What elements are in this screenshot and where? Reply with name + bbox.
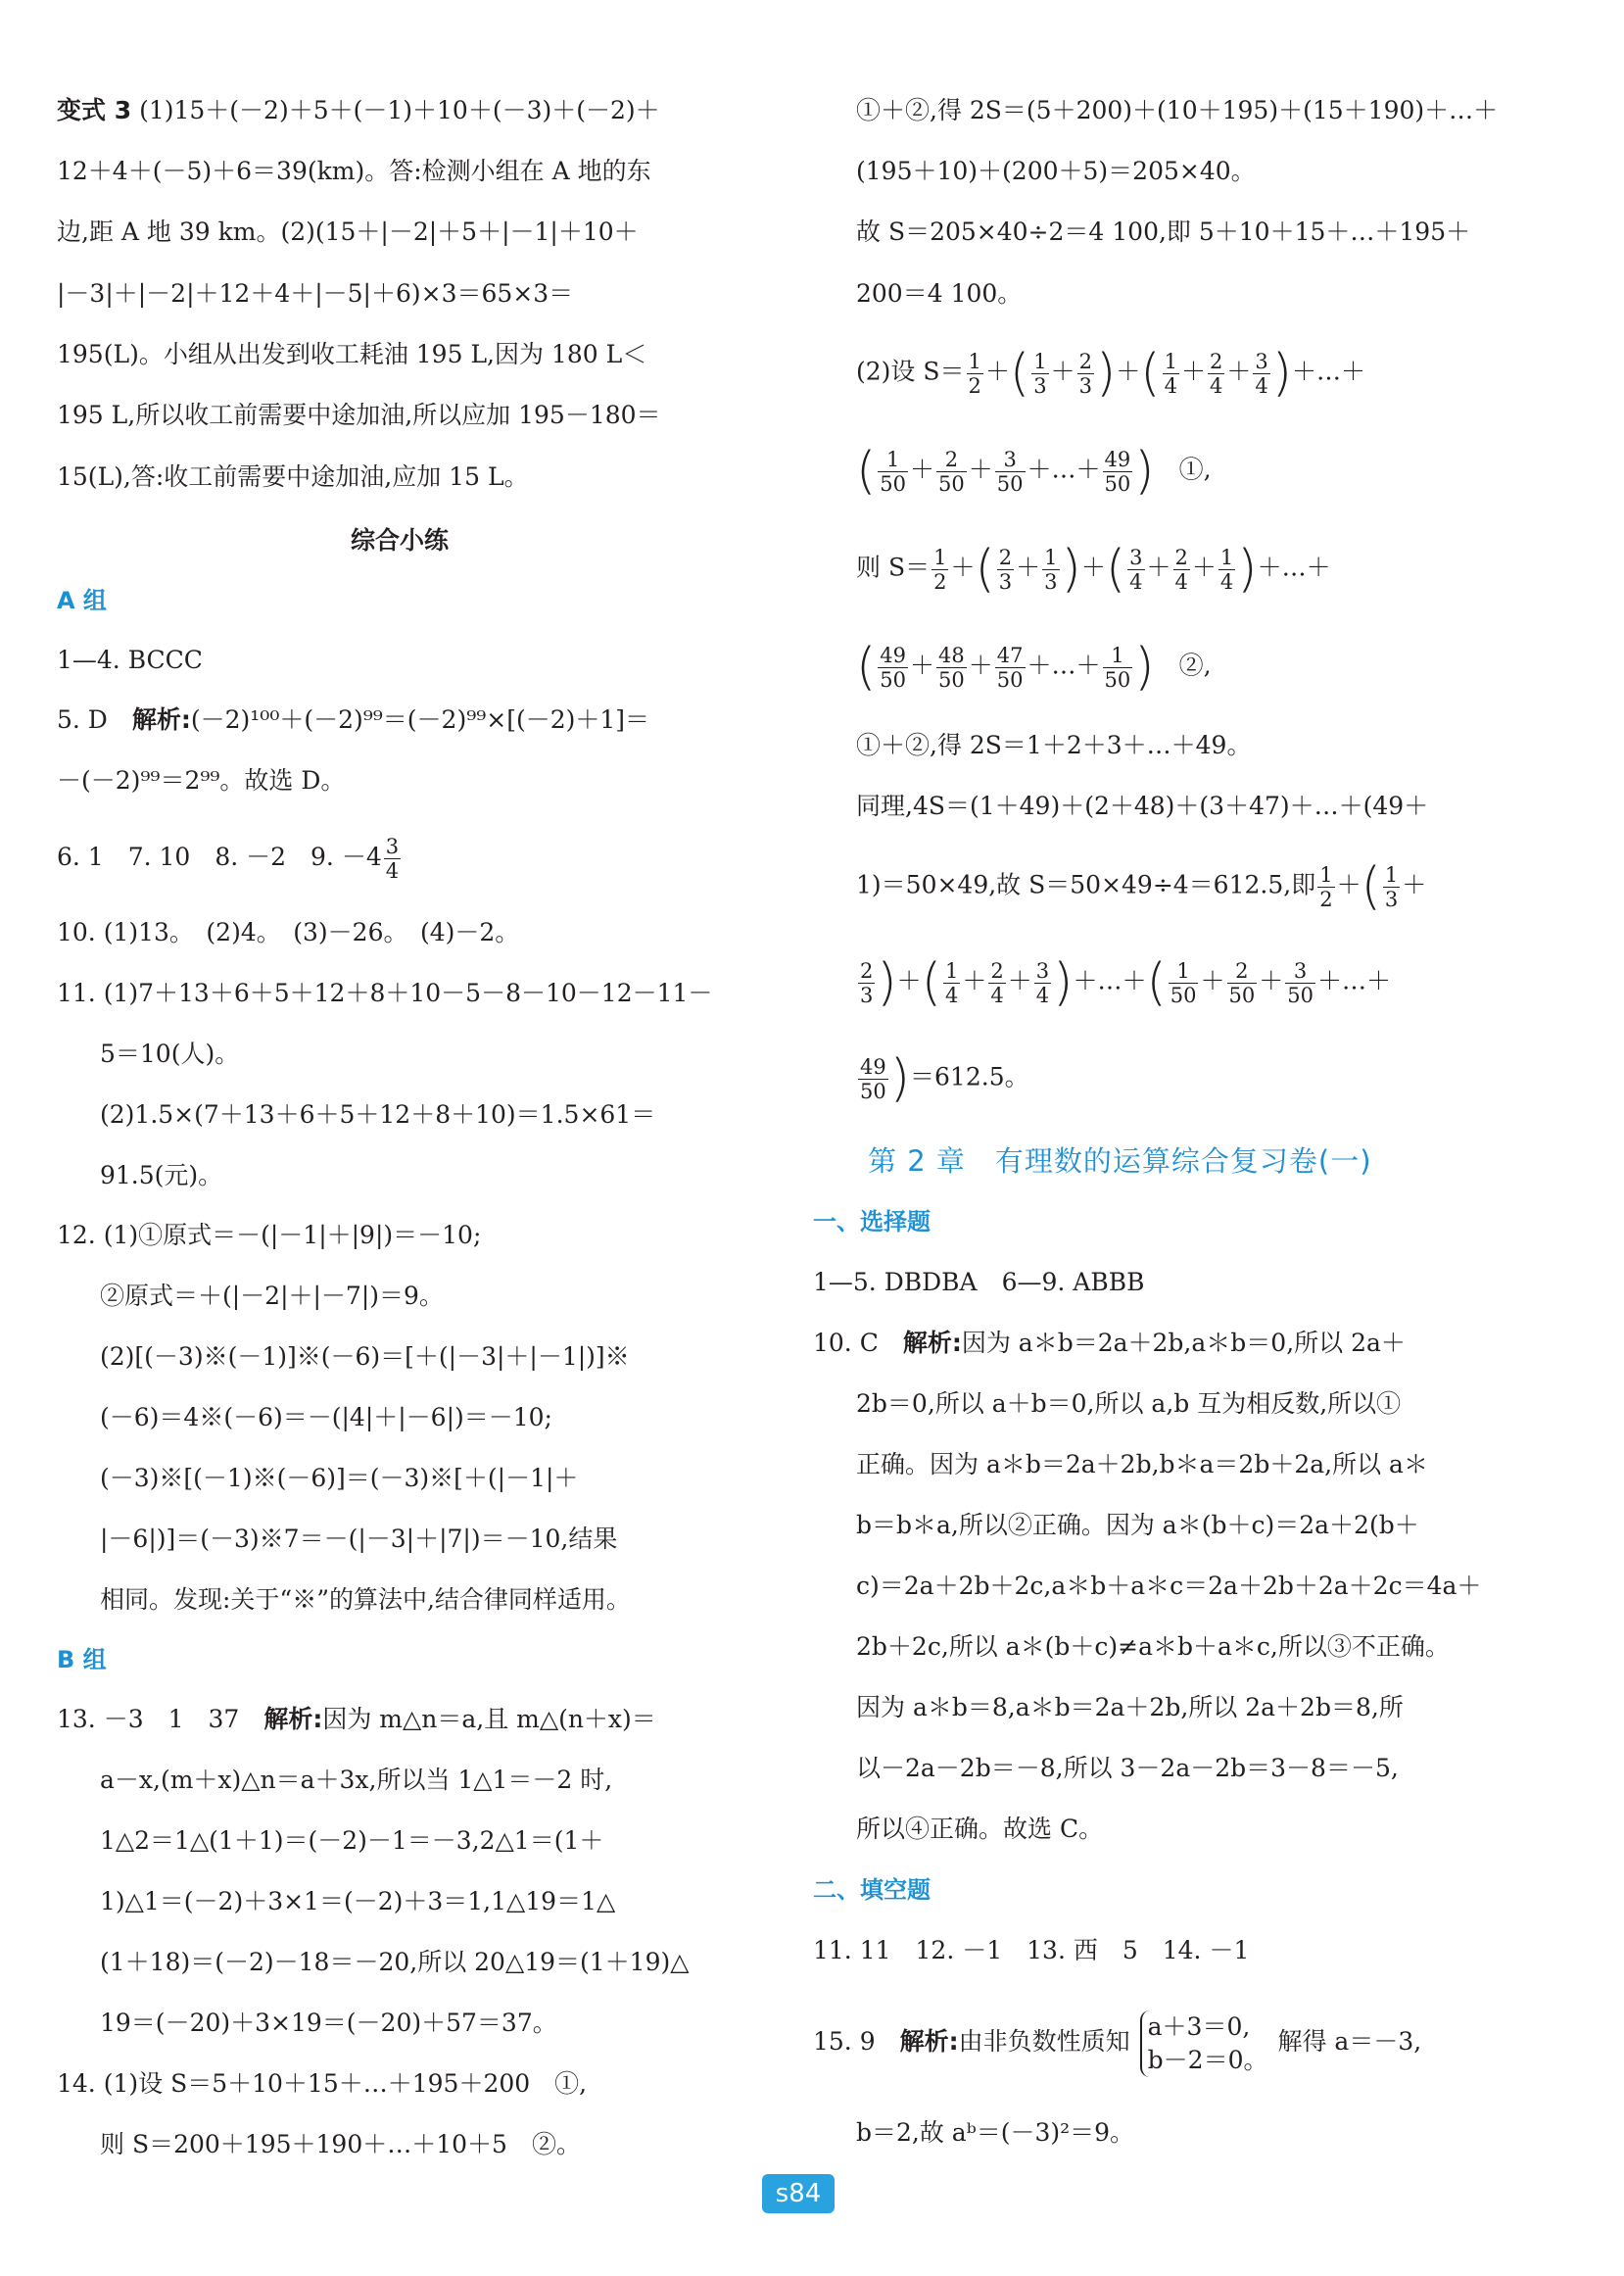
variant3-line4: |－3|＋|－2|＋12＋4＋|－5|＋6)×3＝65×3＝ xyxy=(57,279,574,308)
answer-13-line4: 1)△1＝(－2)＋3×1＝(－2)＋3＝1,1△19＝1△ xyxy=(100,1887,616,1915)
right-sum-line2: ( $\frac{1}{50}$ ＋ $\frac{2}{50}$ ＋ $\frac{3}{50}$ ＋…＋ $\frac{49}{50}$ ) ①, xyxy=(856,442,1212,501)
right-line10: 同理,4S＝(1＋49)＋(2＋48)＋(3＋47)＋…＋(49＋ xyxy=(856,792,1429,820)
answer-11-line1: 11. (1)7＋13＋6＋5＋12＋8＋10－5－8－10－12－11－ xyxy=(57,979,713,1007)
answer-c15-line2: b＝2,故 aᵇ＝(－3)²＝9。 xyxy=(856,2118,1135,2147)
answer-14-line2: 则 S＝200＋195＋190＋…＋10＋5 ②。 xyxy=(100,2130,581,2158)
answer-11-line2: 5＝10(人)。 xyxy=(100,1040,240,1068)
answer-12-line2: ②原式＝＋(|－2|＋|－7|)＝9。 xyxy=(100,1282,444,1310)
answer-c10-line9: 所以④正确。故选 C。 xyxy=(856,1815,1104,1843)
page-number-badge: s84 xyxy=(762,2174,835,2213)
right-line9: ①＋②,得 2S＝1＋2＋3＋…＋49。 xyxy=(856,731,1252,759)
answer-5: 5. D 解析:(－2)¹⁰⁰＋(－2)⁹⁹＝(－2)⁹⁹×[(－2)＋1]＝ xyxy=(57,705,650,734)
answer-6-9: 6. 1 7. 10 8. －2 9. －4 $\frac{3}{4}$ xyxy=(57,835,400,883)
answer-13-line1: 13. －3 1 37 解析:因为 m△n＝a,且 m△(n＋x)＝ xyxy=(57,1705,656,1733)
answer-11-line3: (2)1.5×(7＋13＋6＋5＋12＋8＋10)＝1.5×61＝ xyxy=(100,1100,656,1129)
right-sum-line4: ( $\frac{49}{50}$ ＋ $\frac{48}{50}$ ＋ $\frac{47}{50}$ ＋…＋ $\frac{1}{50}$ ) ②, xyxy=(856,638,1212,697)
variant3-line7: 15(L),答:收工前需要中途加油,应加 15 L。 xyxy=(57,462,529,491)
answer-12-line3: (2)[(－3)※(－1)]※(－6)＝[＋(|－3|＋|－1|)]※ xyxy=(100,1342,630,1371)
variant3-text: (1)15＋(－2)＋5＋(－1)＋10＋(－3)＋(－2)＋ xyxy=(139,96,660,124)
section-choice: 一、选择题 xyxy=(813,1208,931,1235)
right-line2: (195＋10)＋(200＋5)＝205×40。 xyxy=(856,157,1256,185)
group-a-heading: A 组 xyxy=(57,587,107,614)
variant3-label: 变式 3 xyxy=(57,96,132,124)
answer-c10-line1: 10. C 解析:因为 a＊b＝2a＋2b,a＊b＝0,所以 2a＋ xyxy=(813,1329,1406,1357)
section-fill: 二、填空题 xyxy=(813,1876,931,1904)
answer-5-cont: －(－2)⁹⁹＝2⁹⁹。故选 D。 xyxy=(57,766,346,795)
right-line1: ①＋②,得 2S＝(5＋200)＋(10＋195)＋(15＋190)＋…＋ xyxy=(856,96,1499,124)
answer-c10-line7: 因为 a＊b＝8,a＊b＝2a＋2b,所以 2a＋2b＝8,所 xyxy=(856,1693,1404,1721)
variant3-line5: 195(L)。小组从出发到收工耗油 195 L,因为 180 L＜ xyxy=(57,340,647,368)
answer-c15-line1: 15. 9 解析:由非负数性质知 a＋3＝0, b－2＝0。 解得 a＝－3, xyxy=(813,2005,1421,2079)
right-line3: 故 S＝205×40÷2＝4 100,即 5＋10＋15＋…＋195＋ xyxy=(856,218,1471,246)
answer-11-line4: 91.5(元)。 xyxy=(100,1161,223,1189)
answer-10: 10. (1)13。 (2)4。 (3)－26。 (4)－2。 xyxy=(57,918,520,946)
right-line4: 200＝4 100。 xyxy=(856,279,1023,308)
right-line13: $\frac{49}{50}$ )＝612.5。 xyxy=(860,1049,1029,1108)
answer-12-line5: (－3)※[(－1)※(－6)]＝(－3)※[＋(|－1|＋ xyxy=(100,1464,579,1492)
answer-13-line6: 19＝(－20)＋3×19＝(－20)＋57＝37。 xyxy=(100,2009,557,2037)
answer-c10-line4: b＝b＊a,所以②正确。因为 a＊(b＋c)＝2a＋2(b＋ xyxy=(856,1511,1419,1539)
fraction: $\frac{3}{4}$ xyxy=(385,835,400,883)
answer-c10-line6: 2b＋2c,所以 a＊(b＋c)≠a＊b＋a＊c,所以③不正确。 xyxy=(856,1632,1450,1661)
answer-c10-line8: 以－2a－2b＝－8,所以 3－2a－2b＝3－8＝－5, xyxy=(856,1754,1399,1782)
answer-14-line1: 14. (1)设 S＝5＋10＋15＋…＋195＋200 ①, xyxy=(57,2069,588,2098)
right-sum-line3: 则 S＝ $\frac{1}{2}$ ＋( $\frac{2}{3}$ ＋ $\frac{1}{3}$ )＋( $\frac{3}{4}$ ＋ $\frac{2}{4}$ ＋ $\frac{1}{4}$ )＋…＋ xyxy=(856,540,1331,599)
variant3-line2: 12＋4＋(－5)＋6＝39(km)。答:检测小组在 A 地的东 xyxy=(57,157,651,185)
answer-12-line4: (－6)＝4※(－6)＝－(|4|＋|－6|)＝－10; xyxy=(100,1403,552,1431)
answer-12-line6: |－6|)]＝(－3)※7＝－(|－3|＋|7|)＝－10,结果 xyxy=(100,1525,618,1553)
answer-13-line3: 1△2＝1△(1＋1)＝(－2)－1＝－3,2△1＝(1＋ xyxy=(100,1826,604,1855)
section-title: 综合小练 xyxy=(350,526,449,555)
group-b-heading: B 组 xyxy=(57,1646,107,1673)
answer-12-line7: 相同。发现:关于“※”的算法中,结合律同样适用。 xyxy=(100,1585,631,1614)
fill-answers: 11. 11 12. －1 13. 西 5 14. －1 xyxy=(813,1936,1250,1964)
answer-13-line2: a－x,(m＋x)△n＝a＋3x,所以当 1△1＝－2 时, xyxy=(100,1766,613,1794)
answer-1-4: 1—4. BCCC xyxy=(57,646,203,674)
right-sum-line1: (2)设 S＝ $\frac{1}{2}$ ＋( $\frac{1}{3}$ ＋ $\frac{2}{3}$ )＋( $\frac{1}{4}$ ＋ $\frac{2}{4}$ ＋ $\frac{3}{4}$ )＋…＋ xyxy=(856,344,1366,403)
variant3-line1 xyxy=(57,94,660,127)
answer-13-line5: (1＋18)＝(－2)－18＝－20,所以 20△19＝(1＋19)△ xyxy=(100,1948,690,1976)
answer-c10-line5: c)＝2a＋2b＋2c,a＊b＋a＊c＝2a＋2b＋2a＋2c＝4a＋ xyxy=(856,1572,1482,1600)
choice-answers: 1—5. DBDBA 6—9. ABBB xyxy=(813,1268,1145,1296)
variant3-line6: 195 L,所以收工前需要中途加油,所以应加 195－180＝ xyxy=(57,401,661,429)
answer-c10-line3: 正确。因为 a＊b＝2a＋2b,b＊a＝2b＋2a,所以 a＊ xyxy=(856,1450,1428,1478)
variant3-line3: 边,距 A 地 39 km。(2)(15＋|－2|＋5＋|－1|＋10＋ xyxy=(57,218,639,246)
right-line12: $\frac{2}{3}$ )＋( $\frac{1}{4}$ ＋ $\frac{2}{4}$ ＋ $\frac{3}{4}$ )＋…＋( $\frac{1}{50}$ ＋ $\frac{2}{50}$ ＋ $\frac{3}{50}$ ＋…＋ xyxy=(860,953,1391,1012)
answer-12-line1: 12. (1)①原式＝－(|－1|＋|9|)＝－10; xyxy=(57,1221,482,1249)
equation-system: a＋3＝0, b－2＝0。 xyxy=(1140,2010,1268,2077)
answer-c10-line2: 2b＝0,所以 a＋b＝0,所以 a,b 互为相反数,所以① xyxy=(856,1389,1402,1418)
right-line11: 1)＝50×49,故 S＝50×49÷4＝612.5,即 $\frac{1}{2}$ ＋( $\frac{1}{3}$ ＋ xyxy=(856,857,1427,916)
chapter-title: 第 2 章 有理数的运算综合复习卷(一) xyxy=(868,1144,1372,1178)
